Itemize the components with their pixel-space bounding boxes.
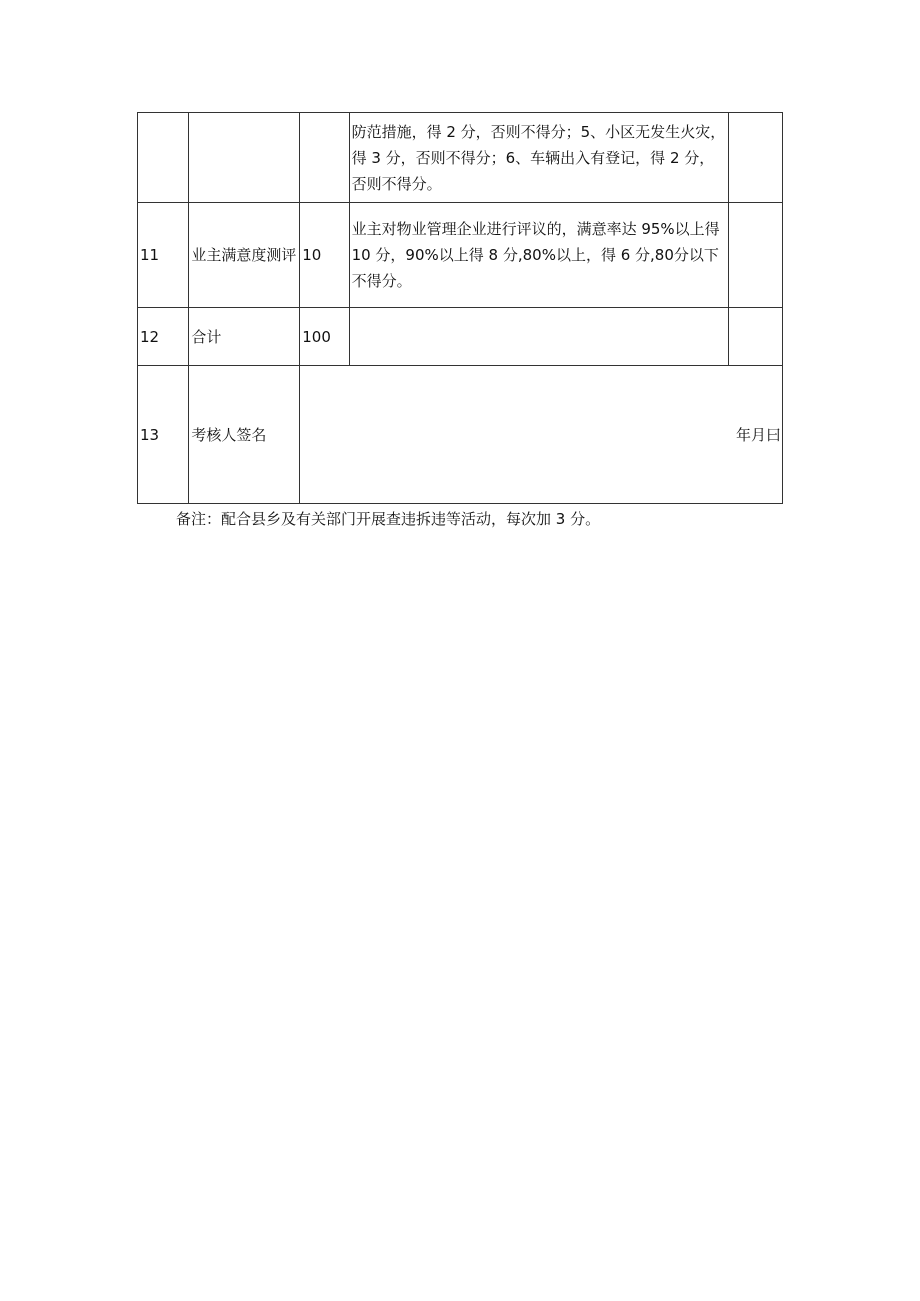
row-number-cell bbox=[138, 113, 189, 203]
item-name-cell: 业主满意度测评 bbox=[189, 203, 300, 308]
standard-cell: 防范措施，得 2 分，否则不得分；5、小区无发生火灾，得 3 分，否则不得分；6、车辆出入有登记，得 2 分，否则不得分。 bbox=[349, 113, 728, 203]
points-cell bbox=[728, 308, 782, 366]
score-cell: 100 bbox=[300, 308, 349, 366]
item-name-cell bbox=[189, 113, 300, 203]
score-cell: 10 bbox=[300, 203, 349, 308]
table-row bbox=[138, 308, 783, 366]
table-row bbox=[138, 203, 783, 308]
points-cell bbox=[728, 203, 782, 308]
assessment-table bbox=[137, 112, 783, 504]
row-number-cell: 13 bbox=[138, 366, 189, 504]
item-name-cell: 合计 bbox=[189, 308, 300, 366]
standard-cell: 业主对物业管理企业进行评议的，满意率达 95%以上得 10 分，90%以上得 8 分,80%以上，得 6 分,80分以下不得分。 bbox=[349, 203, 728, 308]
table-row bbox=[138, 113, 783, 203]
row-number-cell: 12 bbox=[138, 308, 189, 366]
standard-cell bbox=[349, 308, 728, 366]
footnote-remark: 备注：配合县乡及有关部门开展查违拆违等活动，每次加 3 分。 bbox=[176, 510, 601, 528]
signature-date-label: 年月曰 bbox=[735, 425, 781, 444]
points-cell bbox=[728, 113, 782, 203]
score-cell bbox=[300, 113, 349, 203]
row-number-cell: 11 bbox=[138, 203, 189, 308]
item-name-cell: 考核人签名 bbox=[189, 366, 300, 504]
table-row bbox=[138, 366, 783, 504]
signature-cell[interactable] bbox=[300, 366, 783, 504]
